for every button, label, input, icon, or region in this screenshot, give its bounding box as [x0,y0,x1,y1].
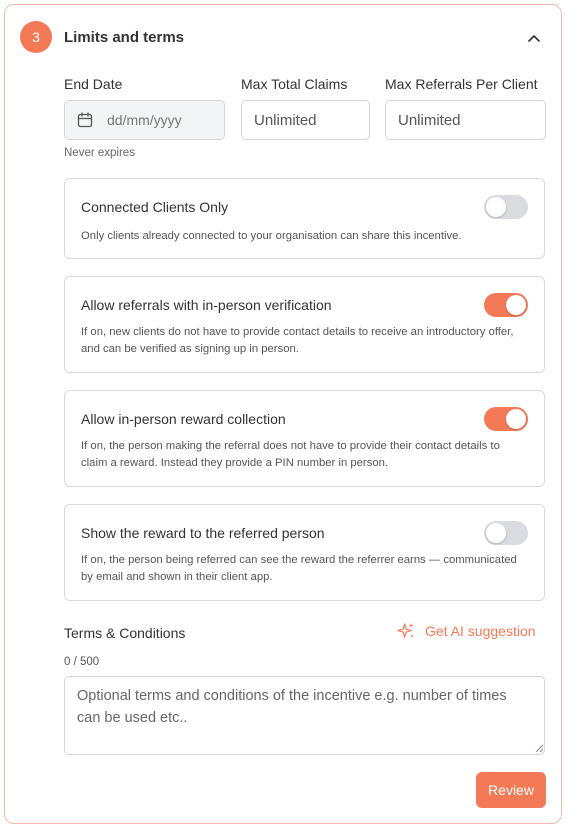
step-number-badge: 3 [20,21,52,53]
max-referrals-value: Unlimited [398,111,461,129]
show-reward-switch[interactable] [484,521,528,545]
toggle-description: If on, the person being referred can see the reward the referrer earns — communicated by email and shown in their client app. [81,554,517,583]
toggle-title: Show the reward to the referred person [81,525,325,541]
connected-clients-switch[interactable] [484,195,528,219]
toggle-card-in-person-verification [64,276,545,373]
end-date-hint: Never expires [64,147,135,159]
switch-knob [506,295,526,315]
terms-textarea[interactable] [64,676,545,755]
character-counter: 0 / 500 [64,656,100,668]
toggle-title: Connected Clients Only [81,199,229,215]
terms-label: Terms & Conditions [64,625,186,641]
ai-suggestion-label: Get AI suggestion [425,623,536,639]
in-person-reward-switch[interactable] [484,407,528,431]
ai-suggestion-button[interactable] [397,622,536,640]
toggle-card-in-person-reward [64,390,545,487]
switch-knob [486,197,506,217]
limits-and-terms-card [4,4,562,824]
calendar-icon [77,112,93,128]
max-total-claims-value: Unlimited [254,111,317,129]
switch-knob [486,523,506,543]
toggle-description: If on, the person making the referral does not have to provide their contact details to claim a reward. Instead they provide a PIN number in person. [81,440,500,469]
end-date-placeholder: dd/mm/yyyy [107,112,182,128]
max-referrals-input[interactable] [385,100,546,140]
toggle-card-show-reward [64,504,545,601]
section-header[interactable] [5,5,561,71]
toggle-description: If on, new clients do not have to provide contact details to receive an introductory offer, and can be verified as signing up in person. [81,326,514,355]
toggle-title: Allow referrals with in-person verification [81,297,332,313]
max-referrals-label: Max Referrals Per Client [385,76,538,92]
chevron-up-icon[interactable] [524,29,544,47]
max-total-claims-input[interactable] [241,100,370,140]
switch-knob [506,409,526,429]
end-date-label: End Date [64,76,123,92]
toggle-description: Only clients already connected to your organisation can share this incentive. [81,230,462,242]
toggle-title: Allow in-person reward collection [81,411,286,427]
sparkle-icon [397,622,415,640]
end-date-input[interactable] [64,100,225,140]
resize-handle-icon[interactable] [535,744,543,752]
review-button[interactable]: Review [476,772,546,808]
in-person-verification-switch[interactable] [484,293,528,317]
max-total-claims-label: Max Total Claims [241,76,348,92]
section-title: Limits and terms [64,29,185,46]
toggle-card-connected-clients [64,178,545,259]
